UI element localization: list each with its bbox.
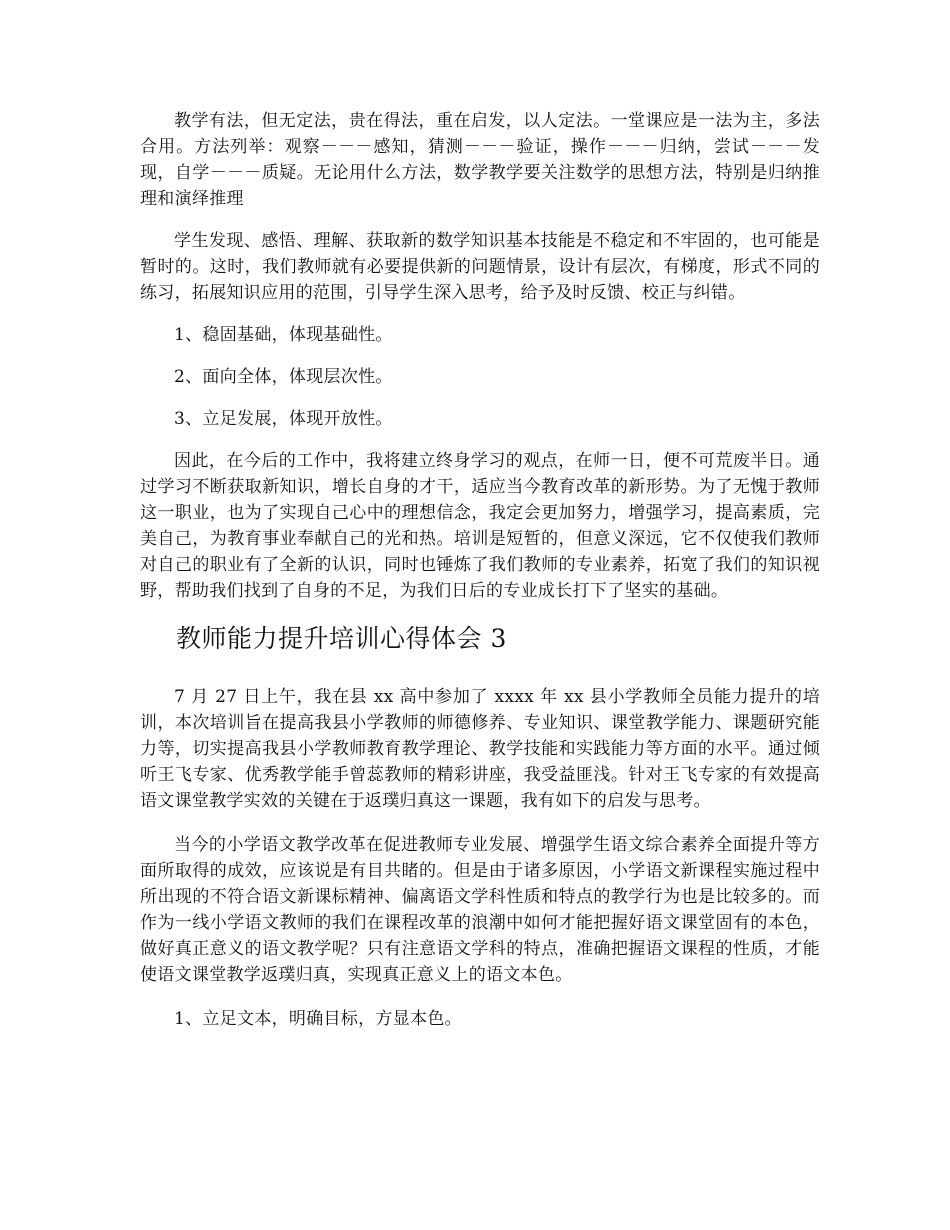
paragraph-teaching-methods: 教学有法，但无定法，贵在得法，重在启发，以人定法。一堂课应是一法为主，多法合用。方法列举：观察－－－感知，猜测－－－验证，操作－－－归纳，尝试－－－发现，自学－－－质疑。无论用什么方法，数学教学要关注数学的思想方法，特别是归纳推理和演绎推理 <box>140 111 820 209</box>
paragraph-student-discovery: 学生发现、感悟、理解、获取新的数学知识基本技能是不稳定和不牢固的，也可能是暂时的。这时，我们教师就有必要提供新的问题情景，设计有层次，有梯度，形式不同的练习，拓展知识应用的范围，引导学生深入思考，给予及时反馈、校正与纠错。 <box>140 231 820 303</box>
list-item-text-goals: 1、立足文本，明确目标，方显本色。 <box>174 1009 462 1029</box>
list-item-development: 3、立足发展，体现开放性。 <box>174 409 393 429</box>
section-title: 教师能力提升培训心得体会 3 <box>176 624 507 653</box>
document-body <box>140 108 820 1032</box>
list-item-all-students: 2、面向全体，体现层次性。 <box>174 367 393 387</box>
paragraph-chinese-reform: 当今的小学语文教学改革在促进教师专业发展、增强学生语文综合素养全面提升等方面所取得的成效，应该说是有目共睹的。但是由于诸多原因，小学语文新课程实施过程中所出现的不符合语文新课标精神、偏离语文学科性质和特点的教学行为也是比较多的。而作为一线小学语文教师的我们在课程改革的浪潮中如何才能把握好语文课堂固有的本色，做好真正意义的语文教学呢？只有注意语文学科的特点，准确把握语文课程的性质，才能使语文课堂教学返璞归真，实现真正意义上的语文本色。 <box>140 835 820 985</box>
paragraph-conclusion: 因此，在今后的工作中，我将建立终身学习的观点，在师一日，便不可荒废半日。通过学习不断获取新知识，增长自身的才干，适应当今教育改革的新形势。为了无愧于教师这一职业，也为了实现自己心中的理想信念，我定会更加努力，增强学习，提高素质，完美自己，为教育事业奉献自己的光和热。培训是短暂的，但意义深远，它不仅使我们教师对自己的职业有了全新的认识，同时也锤炼了我们教师的专业素养，拓宽了我们的知识视野，帮助我们找到了自身的不足，为我们日后的专业成长打下了坚实的基础。 <box>140 451 820 601</box>
paragraph-training-intro: 7 月 27 日上午，我在县 xx 高中参加了 xxxx 年 xx 县小学教师全员能力提升的培训，本次培训旨在提高我县小学教师的师德修养、专业知识、课堂教学能力、课题研究能力等，切实提高我县小学教师教育教学理论、教学技能和实践能力等方面的水平。通过倾听王飞专家、优秀教学能手曾蕊教师的精彩讲座，我受益匪浅。针对王飞专家的有效提高语文课堂教学实效的关键在于返璞归真这一课题，我有如下的启发与思考。 <box>140 687 820 811</box>
list-item-foundation: 1、稳固基础，体现基础性。 <box>174 325 393 345</box>
